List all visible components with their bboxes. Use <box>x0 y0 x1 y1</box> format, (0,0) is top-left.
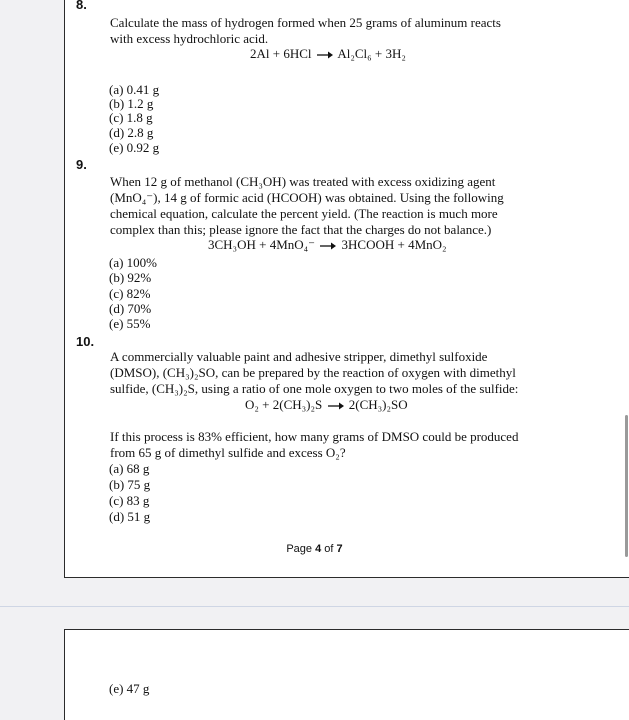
scrollbar-thumb[interactable] <box>625 415 628 557</box>
page-number-footer <box>0 543 629 555</box>
question-10-text-line-1: A commercially valuable paint and adhesive stripper, dimethyl sulfoxide <box>110 349 488 364</box>
reaction-arrow-icon <box>327 401 345 411</box>
question-8-option-d: (d) 2.8 g <box>109 125 154 140</box>
question-10-option-d: (d) 51 g <box>109 509 151 524</box>
question-9-option-c: (c) 82% <box>109 286 151 301</box>
question-8-option-a: (a) 0.41 g <box>109 82 160 97</box>
question-9-text-line-1: When 12 g of methanol (CH₃OH) was treated with excess oxidizing agent <box>110 174 496 189</box>
question-10-option-c: (c) 83 g <box>109 493 150 508</box>
equation-products: 3HCOOH + 4MnO₂ <box>341 237 447 252</box>
question-10-prompt-line-1: If this process is 83% efficient, how many grams of DMSO could be produced <box>110 429 519 444</box>
question-9-text-line-3: chemical equation, calculate the percent yield. (The reaction is much more <box>110 206 498 221</box>
question-9-option-d: (d) 70% <box>109 301 152 316</box>
question-10-option-a: (a) 68 g <box>109 461 150 476</box>
question-8-option-c: (c) 1.8 g <box>109 110 153 125</box>
question-8-equation <box>250 46 406 62</box>
pdf-page-5 <box>64 629 629 720</box>
total-pages-number: 7 <box>336 543 343 555</box>
question-8-text-line-2: with excess hydrochloric acid. <box>110 31 269 46</box>
question-8-number: 8. <box>76 0 87 12</box>
equation-reactants: 2Al + 6HCl <box>250 46 312 61</box>
page-label: Page <box>286 543 316 555</box>
question-10-option-b: (b) 75 g <box>109 477 151 492</box>
current-page-number: 4 <box>315 543 322 555</box>
question-10-prompt-line-2: from 65 g of dimethyl sulfide and excess O₂? <box>110 445 346 460</box>
reaction-arrow-icon <box>316 50 334 60</box>
question-8-text-line-1: Calculate the mass of hydrogen formed when 25 grams of aluminum reacts <box>110 15 501 30</box>
question-8-option-e: (e) 0.92 g <box>109 140 160 155</box>
question-8-option-b: (b) 1.2 g <box>109 96 154 111</box>
equation-products: 2(CH₃)₂SO <box>348 397 408 412</box>
question-10-option-e: (e) 47 g <box>109 681 150 696</box>
question-9-equation <box>208 237 447 253</box>
question-10-text-line-3: sulfide, (CH₃)₂S, using a ratio of one mole oxygen to two moles of the sulfide: <box>110 381 519 396</box>
question-9-option-a: (a) 100% <box>109 255 158 270</box>
equation-products: Al₂Cl₆ + 3H₂ <box>337 46 406 61</box>
question-9-text-line-2: (MnO₄⁻), 14 g of formic acid (HCOOH) was obtained. Using the following <box>110 190 504 205</box>
question-9-option-e: (e) 55% <box>109 316 151 331</box>
reaction-arrow-icon <box>319 241 337 251</box>
question-9-text-line-4: complex than this; please ignore the fact that the charges do not balance.) <box>110 222 492 237</box>
question-9-option-b: (b) 92% <box>109 270 152 285</box>
page-of-label: of <box>321 543 337 555</box>
equation-reactants: O₂ + 2(CH₃)₂S <box>245 397 323 412</box>
question-10-number: 10. <box>76 334 95 349</box>
question-10-text-line-2: (DMSO), (CH₃)₂SO, can be prepared by the reaction of oxygen with dimethyl <box>110 365 516 380</box>
equation-reactants: 3CH₃OH + 4MnO₄⁻ <box>208 237 316 252</box>
question-9-number: 9. <box>76 157 87 172</box>
page-separator <box>0 606 629 607</box>
question-10-equation <box>245 397 408 413</box>
